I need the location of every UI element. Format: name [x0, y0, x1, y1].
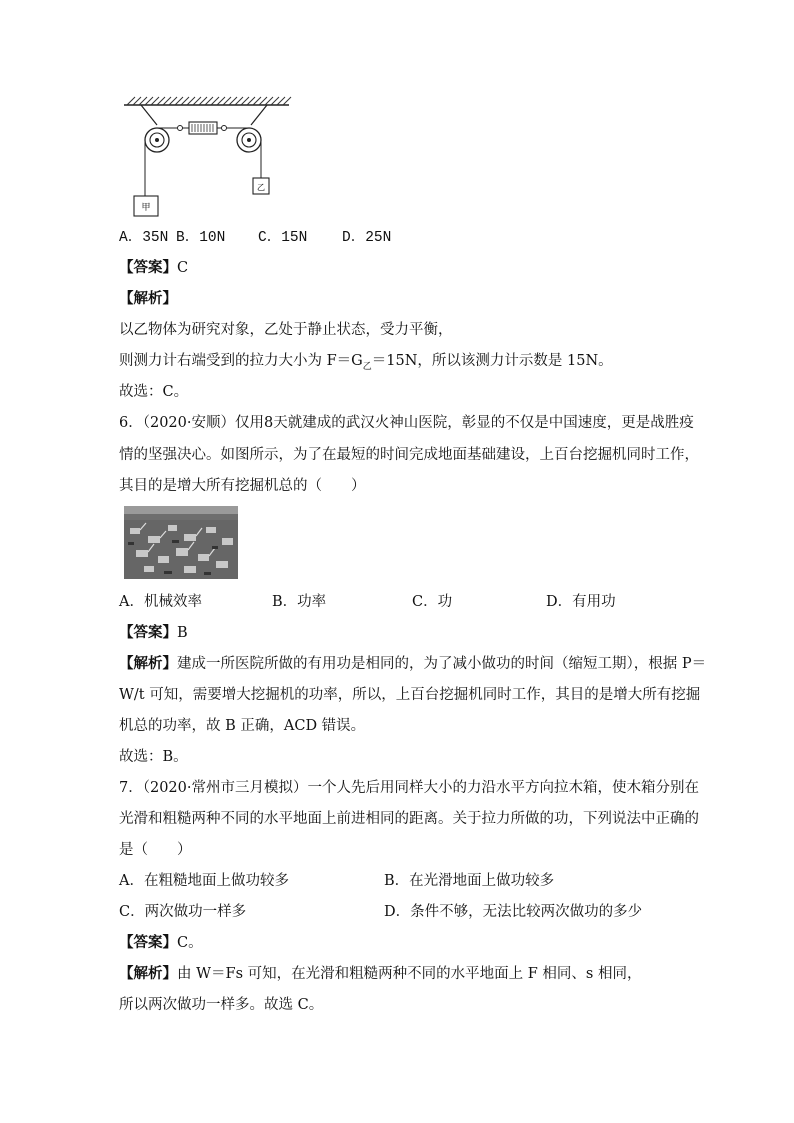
answer-value: C。: [177, 935, 203, 951]
answer-tag: 【答案】: [119, 934, 177, 951]
q7-option-b: B．在光滑地面上做功较多: [384, 873, 555, 889]
q6-conclusion: 故选：B。: [119, 749, 188, 765]
q7-analysis-line-1: [119, 964, 641, 984]
q5-analysis-text-a: 则测力计右端受到的拉力大小为 F＝G: [119, 353, 363, 369]
q6-analysis-line-3: 机总的功率，故 B 正确，ACD 错误。: [119, 718, 366, 734]
q7-stem-line-1: 7．（2020·常州市三月模拟）一个人先后用同样大小的力沿水平方向拉木箱，使木箱分别在: [119, 780, 699, 796]
answer-value: B: [177, 625, 188, 641]
q7-stem-line-2: 光滑和粗糙两种不同的水平地面上前进相同的距离。关于拉力所做的功，下列说法中正确的: [119, 811, 699, 827]
q5-option-b: B．10N: [176, 230, 226, 246]
q6-analysis-line-1: [119, 654, 706, 674]
q6-analysis-text: 建成一所医院所做的有用功是相同的，为了减小做功的时间（缩短工期），根据 P＝: [177, 656, 707, 672]
answer-value: C: [177, 260, 189, 276]
q5-analysis-text-b: ＝15N，所以该测力计示数是 15N。: [371, 353, 613, 369]
answer-tag: 【答案】: [119, 259, 177, 276]
q6-stem-line-2: 情的坚强决心。如图所示，为了在最短的时间完成地面基础建设，上百台挖掘机同时工作，: [119, 447, 699, 463]
weight-a-label: 甲: [141, 203, 151, 213]
q5-analysis-line-1: 以乙物体为研究对象，乙处于静止状态，受力平衡，: [119, 322, 453, 338]
q7-option-c: C．两次做功一样多: [119, 904, 247, 920]
q7-answer: [119, 933, 203, 953]
q7-analysis-text: 由 W＝Fs 可知，在光滑和粗糙两种不同的水平地面上 F 相同、s 相同，: [177, 966, 642, 982]
q7-option-a: A．在粗糙地面上做功较多: [119, 873, 289, 889]
subscript-yi: 乙: [362, 361, 372, 372]
q7-option-d: D．条件不够，无法比较两次做功的多少: [384, 904, 643, 920]
q6-option-c: C．功: [412, 594, 453, 610]
q6-option-a: A．机械效率: [119, 594, 202, 610]
excavators-photo: [124, 506, 238, 579]
q5-answer: [119, 258, 188, 278]
q5-option-d: D．25N: [342, 230, 392, 246]
pulley-spring-scale-figure: [119, 95, 294, 220]
q7-analysis-line-2: 所以两次做功一样多。故选 C。: [119, 997, 324, 1013]
q6-option-b: B．功率: [272, 594, 327, 610]
q5-option-a: A．35N: [119, 230, 169, 246]
analysis-tag: 【解析】: [119, 655, 177, 672]
weight-b-label: 乙: [257, 183, 265, 192]
q5-option-c: C．15N: [258, 230, 308, 246]
q6-stem-line-1: 6．（2020·安顺）仅用8天就建成的武汉火神山医院，彰显的不仅是中国速度，更是战胜疫: [119, 415, 694, 431]
answer-tag: 【答案】: [119, 624, 177, 641]
analysis-tag: 【解析】: [119, 965, 177, 982]
q5-analysis-line-2: [119, 351, 613, 377]
q6-analysis-line-2: W/t 可知，需要增大挖掘机的功率，所以，上百台挖掘机同时工作，其目的是增大所有挖掘: [119, 687, 701, 703]
q5-analysis-tag: 【解析】: [119, 290, 177, 307]
q7-stem-line-3: 是（ ）: [119, 842, 192, 858]
q6-stem-line-3: 其目的是增大所有挖掘机总的（ ）: [119, 478, 366, 494]
q6-answer: [119, 623, 188, 643]
q5-conclusion: 故选：C。: [119, 384, 189, 400]
q6-option-d: D．有用功: [546, 594, 616, 610]
